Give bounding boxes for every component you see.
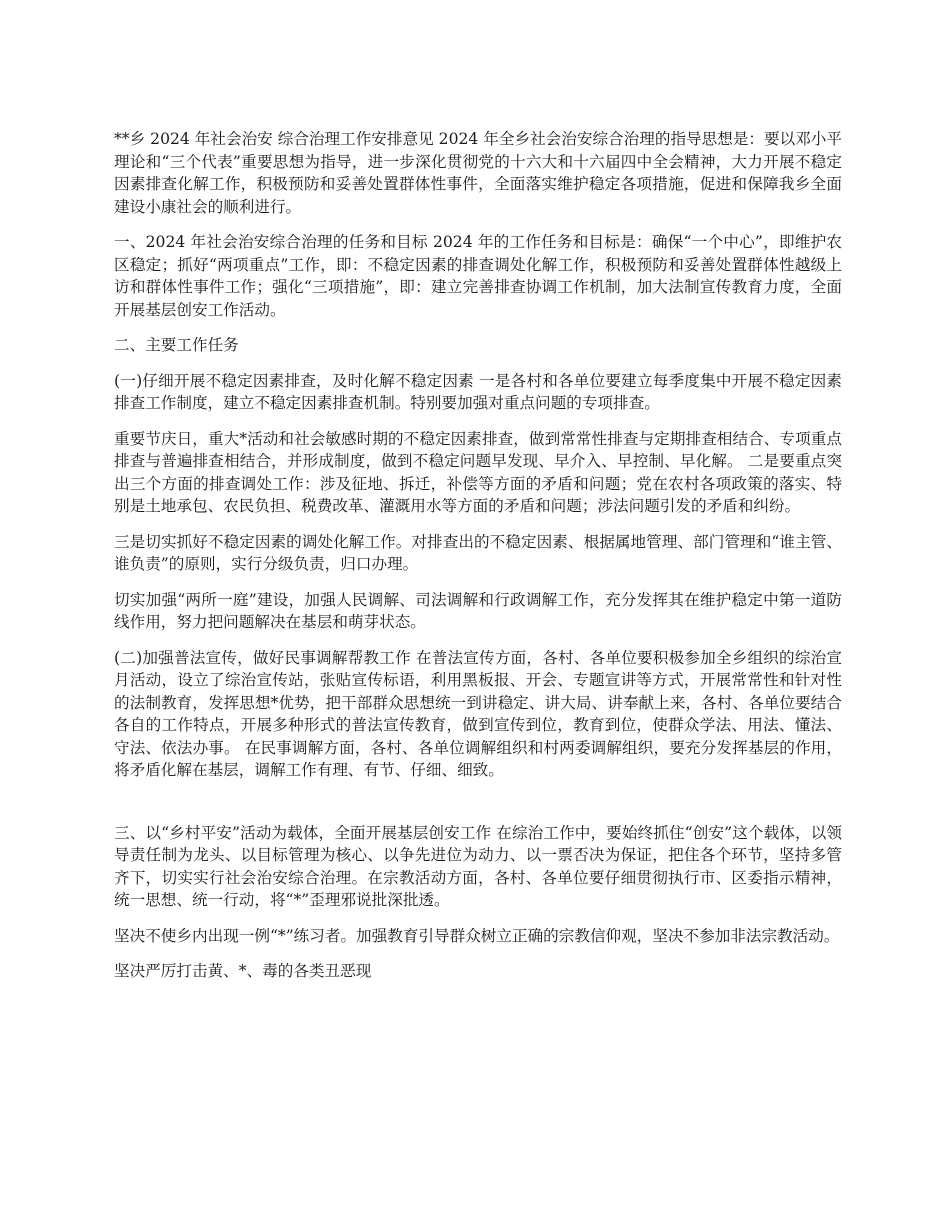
paragraph-task-one: (一)仔细开展不稳定因素排查，及时化解不稳定因素 一是各村和各单位要建立每季度集中开展不稳定因素排查工作制度，建立不稳定因素排查机制。特别要加强对重点问题的专项排查。 bbox=[114, 371, 842, 412]
paragraph-task-two: (二)加强普法宣传，做好民事调解帮教工作 在普法宣传方面，各村、各单位要积极参加全乡组织的综治宣月活动，设立了综治宣传站，张贴宣传标语，利用黑板报、开会、专题宣讲等方式，开展常常性和针对性的法制教育，发挥思想*优势，把干部群众思想统一到讲稳定、讲大局、讲奉献上来，各村、各单位要结合各自的工作特点，开展多种形式的普法宣传教育，做到宣传到位，教育到位，使群众学法、用法、懂法、守法、依法办事。 在民事调解方面，各村、各单位调解组织和村两委调解组织，要充分发挥基层的作用，将矛盾化解在基层，调解工作有理、有节、仔细、细致。 bbox=[114, 648, 842, 779]
paragraph-task-three: 三是切实抓好不稳定因素的调处化解工作。对排查出的不稳定因素、根据属地管理、部门管理和“谁主管、谁负责”的原则，实行分级负责，归口办理。 bbox=[114, 532, 842, 573]
paragraph-section-three: 三、以“乡村平安”活动为载体，全面开展基层创安工作 在综治工作中，要始终抓住“创安”这个载体，以领导责任制为龙头、以目标管理为核心、以争先进位为动力、以一票否决为保证，把住各个环节，坚持多管齐下，切实实行社会治安综合治理。在宗教活动方面，各村、各单位要仔细贯彻执行市、区委指示精神，统一思想、统一行动，将“*”歪理邪说批深批透。 bbox=[114, 823, 842, 909]
paragraph-intro: **乡 2024 年社会治安 综合治理工作安排意见 2024 年全乡社会治安综合治理的指导思想是：要以邓小平理论和“三个代表”重要思想为指导，进一步深化贯彻党的十六大和十六届四中全会精神，大力开展不稳定因素排查化解工作，积极预防和妥善处置群体性事件，全面落实维护稳定各项措施，促进和保障我乡全面建设小康社会的顺利进行。 bbox=[114, 130, 842, 216]
paragraph-crackdown: 坚决严厉打击黄、*、毒的各类丑恶现 bbox=[114, 962, 372, 980]
paragraph-gap bbox=[114, 795, 842, 822]
paragraph-two-offices: 切实加强“两所一庭”建设，加强人民调解、司法调解和行政调解工作，充分发挥其在维护稳定中第一道防线作用，努力把问题解决在基层和萌芽状态。 bbox=[114, 590, 842, 631]
paragraph-section-two-heading: 二、主要工作任务 bbox=[114, 336, 239, 354]
paragraph-religion: 坚决不使乡内出现一例“*”练习者。加强教育引导群众树立正确的宗教信仰观，坚决不参加非法宗教活动。 bbox=[114, 926, 840, 945]
document-body bbox=[114, 128, 842, 996]
paragraph-section-one: 一、2024 年社会治安综合治理的任务和目标 2024 年的工作任务和目标是：确保“一个中心”，即维护农区稳定；抓好“两项重点”工作，即：不稳定因素的排查调处化解工作，积极预防和妥善处置群体性越级上访和群体性事件工作；强化“三项措施”，即：建立完善排查协调工作机制，加大法制宣传教育力度，全面开展基层创安工作活动。 bbox=[114, 233, 842, 319]
paragraph-holiday-investigation: 重要节庆日，重大*活动和社会敏感时期的不稳定因素排查，做到常常性排查与定期排查相结合、专项重点排查与普遍排查相结合，并形成制度，做到不稳定问题早发现、早介入、早控制、早化解。 二是要重点突出三个方面的排查调处工作：涉及征地、拆迁，补偿等方面的矛盾和问题；党在农村各项政策的落实、特别是土地承包、农民负担、税费改革、灌溉用水等方面的矛盾和问题；涉法问题引发的矛盾和纠纷。 bbox=[114, 429, 842, 515]
